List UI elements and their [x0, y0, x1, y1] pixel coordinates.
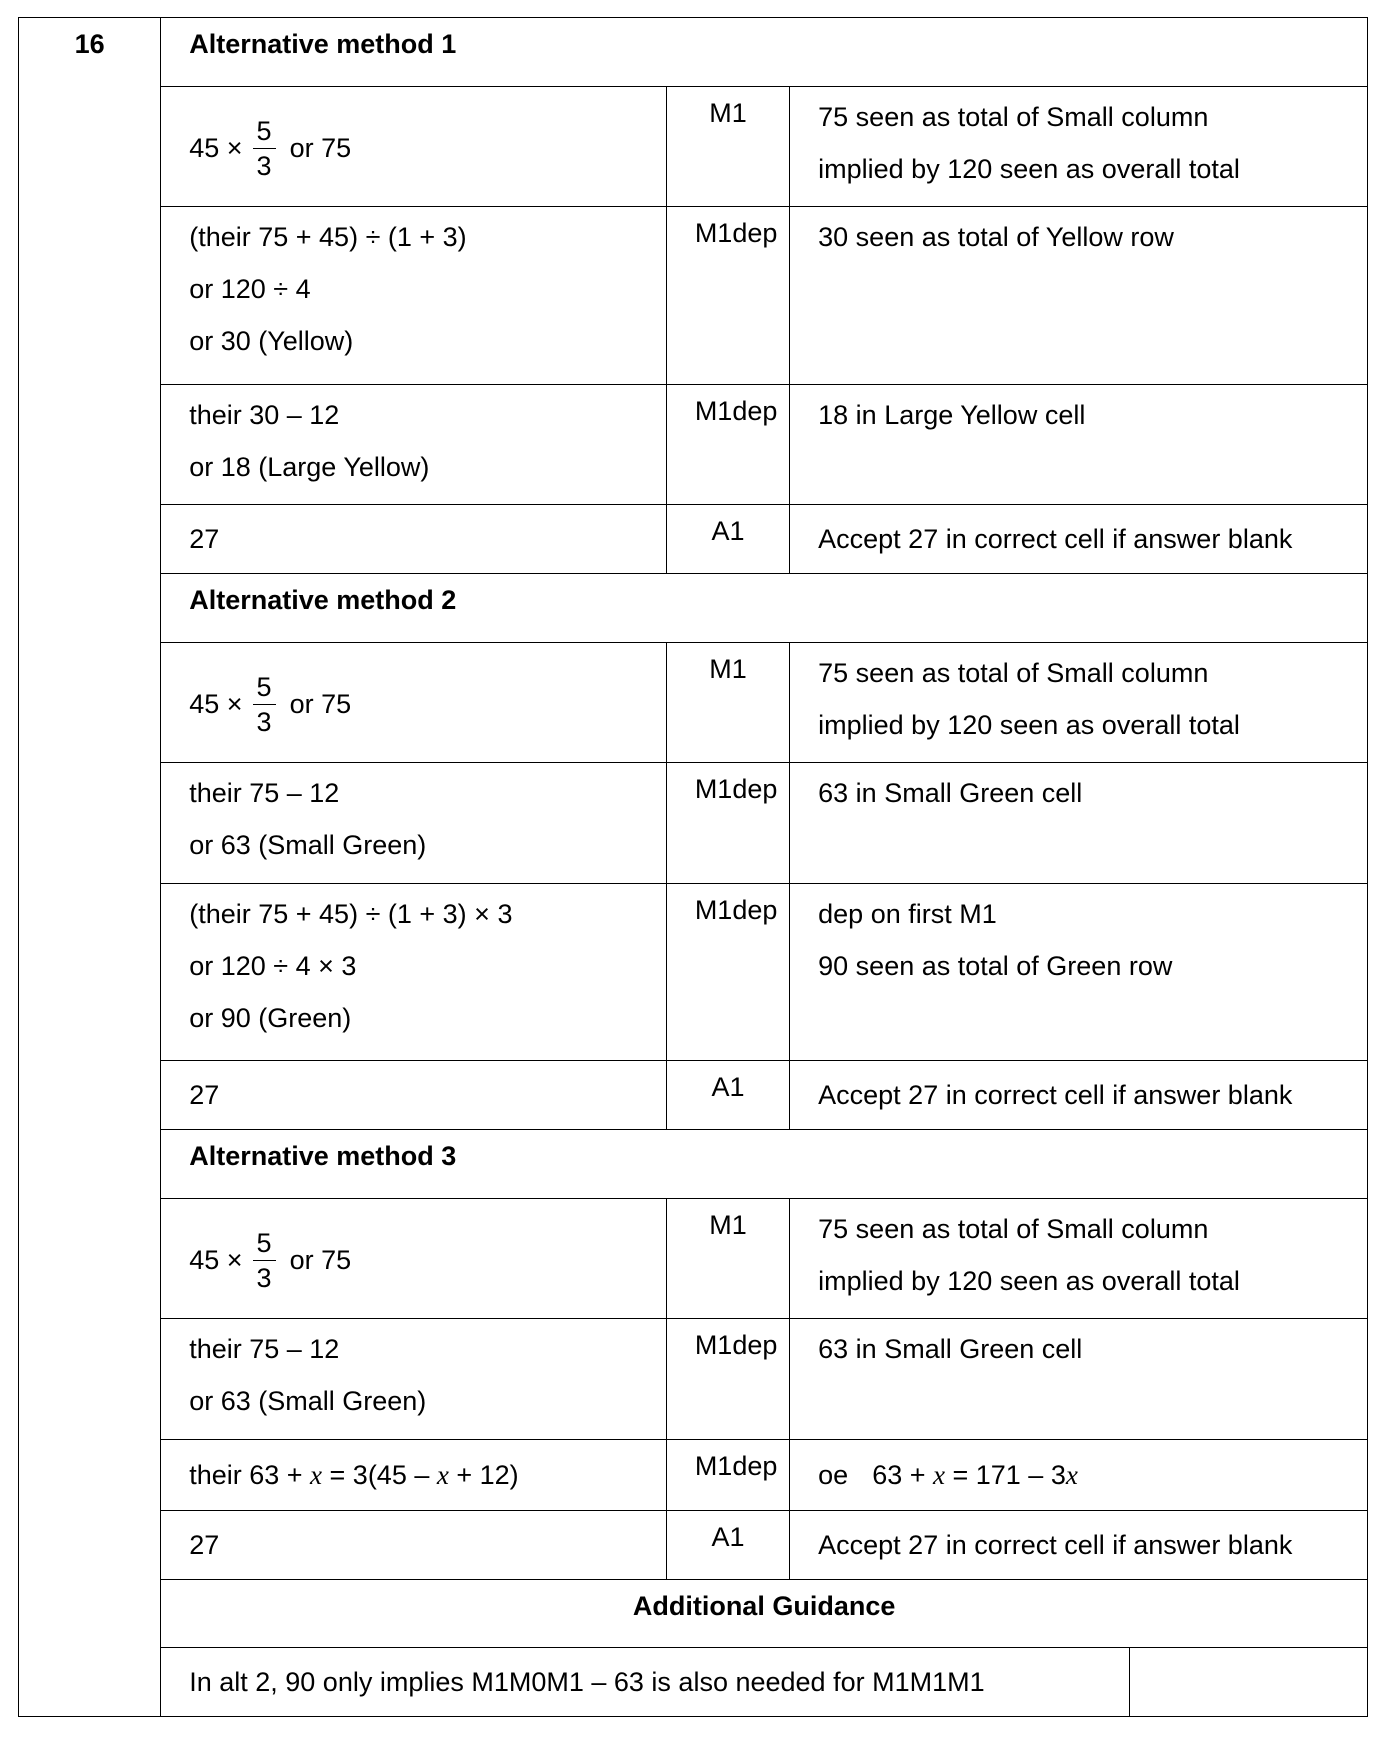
equation-variable: x: [1065, 1459, 1078, 1490]
fraction-expression: [189, 643, 638, 762]
working-line: or 30 (Yellow): [189, 326, 354, 357]
mark-cell: M1dep: [666, 883, 789, 1061]
method-heading: Alternative method 1: [161, 18, 1368, 87]
equation-text: + 12): [448, 1459, 519, 1490]
fraction-denominator: 3: [256, 706, 272, 737]
equation-text: = 3(45 –: [322, 1459, 437, 1490]
comment-line: dep on first M1: [818, 898, 997, 929]
working-cell: [161, 207, 667, 385]
equation-text: their 63 +: [189, 1459, 311, 1490]
equation-line: [189, 1449, 638, 1501]
guidance-row: [19, 1648, 1368, 1717]
table-row: [19, 642, 1368, 762]
working-line: or 63 (Small Green): [189, 830, 427, 861]
method-heading: Alternative method 2: [161, 574, 1368, 643]
equation-text: 63 +: [872, 1459, 933, 1490]
working-cell: [161, 883, 667, 1061]
working-line: or 120 ÷ 4 × 3: [189, 950, 357, 981]
comment-line: 75 seen as total of Small column: [818, 101, 1209, 132]
table-row: [19, 505, 1368, 574]
table-row: [19, 1439, 1368, 1511]
comment-line: 18 in Large Yellow cell: [818, 399, 1086, 430]
comment-line: 75 seen as total of Small column: [818, 657, 1209, 688]
mark-cell: M1: [666, 642, 789, 762]
expression-tail: or 75: [289, 133, 352, 164]
comments-cell: [790, 1198, 1368, 1318]
comments-cell: [790, 86, 1368, 206]
comments-cell: [790, 1061, 1368, 1130]
comment-line: 63 in Small Green cell: [818, 778, 1083, 809]
fraction-denominator: 3: [256, 1262, 272, 1293]
expression-lead: 45 ×: [189, 1245, 243, 1276]
working-line: or 63 (Small Green): [189, 1386, 427, 1417]
working-line: (their 75 + 45) ÷ (1 + 3): [189, 222, 467, 253]
comment-line: 30 seen as total of Yellow row: [818, 222, 1174, 253]
table-row: [19, 1198, 1368, 1318]
comments-cell: [790, 207, 1368, 385]
mark-scheme-sheet: [18, 17, 1368, 1717]
fraction: [253, 1226, 276, 1295]
mark-cell: M1dep: [666, 207, 789, 385]
method-heading: Alternative method 3: [161, 1130, 1368, 1199]
expression-lead: 45 ×: [189, 133, 243, 164]
working-line: or 120 ÷ 4: [189, 274, 311, 305]
working-cell: [161, 86, 667, 206]
comment-line: Accept 27 in correct cell if answer blank: [818, 1080, 1293, 1111]
table-row: [19, 384, 1368, 504]
working-cell: [161, 384, 667, 504]
fraction: [253, 670, 276, 739]
working-line: 27: [189, 1080, 220, 1111]
comments-cell: [790, 1511, 1368, 1580]
fraction-expression: [189, 1199, 638, 1318]
working-cell: [161, 763, 667, 883]
working-cell: [161, 1439, 667, 1511]
working-cell: [161, 505, 667, 574]
equation-variable: x: [436, 1459, 449, 1490]
comment-equation-line: [818, 1449, 1339, 1501]
table-row: [19, 207, 1368, 385]
comment-line: implied by 120 seen as overall total: [818, 709, 1240, 740]
fraction-expression: [189, 87, 638, 206]
comments-cell: [790, 384, 1368, 504]
comments-cell: [790, 642, 1368, 762]
fraction-numerator: 5: [253, 1226, 276, 1261]
mark-cell: M1dep: [666, 763, 789, 883]
comments-cell: [790, 1439, 1368, 1511]
mark-scheme-table: [18, 17, 1368, 1717]
comment-oe-label: oe: [818, 1459, 849, 1490]
comment-line: implied by 120 seen as overall total: [818, 1265, 1240, 1296]
expression-tail: or 75: [289, 689, 352, 720]
guidance-heading: Additional Guidance: [161, 1579, 1368, 1648]
table-row: [19, 1511, 1368, 1580]
equation-variable: x: [933, 1459, 945, 1490]
table-row: [19, 1319, 1368, 1439]
working-cell: [161, 642, 667, 762]
fraction-denominator: 3: [256, 150, 272, 181]
table-row: [19, 883, 1368, 1061]
mark-cell: A1: [666, 505, 789, 574]
working-line: or 90 (Green): [189, 1002, 352, 1033]
comments-cell: [790, 1319, 1368, 1439]
comments-cell: [790, 763, 1368, 883]
mark-cell: M1: [666, 86, 789, 206]
method-heading-row: [19, 1130, 1368, 1199]
expression-tail: or 75: [289, 1245, 352, 1276]
comment-line: 75 seen as total of Small column: [818, 1213, 1209, 1244]
method-heading-row: [19, 18, 1368, 87]
fraction-numerator: 5: [253, 114, 276, 149]
working-line: or 18 (Large Yellow): [189, 451, 430, 482]
fraction: [253, 114, 276, 183]
working-line: their 75 – 12: [189, 1334, 340, 1365]
comment-line: 90 seen as total of Green row: [818, 950, 1173, 981]
working-cell: [161, 1061, 667, 1130]
table-row: [19, 86, 1368, 206]
working-cell: [161, 1511, 667, 1580]
working-line: (their 75 + 45) ÷ (1 + 3) × 3: [189, 898, 513, 929]
guidance-heading-row: [19, 1579, 1368, 1648]
table-row: [19, 763, 1368, 883]
equation-variable: x: [310, 1459, 323, 1490]
comment-line: Accept 27 in correct cell if answer blank: [818, 524, 1293, 555]
mark-cell: M1: [666, 1198, 789, 1318]
mark-cell: A1: [666, 1061, 789, 1130]
question-number: 16: [19, 18, 161, 1717]
mark-cell: M1dep: [666, 1319, 789, 1439]
guidance-mark-cell: [1130, 1648, 1368, 1717]
working-line: 27: [189, 524, 220, 555]
comment-line: Accept 27 in correct cell if answer blank: [818, 1530, 1293, 1561]
comments-cell: [790, 505, 1368, 574]
equation-text: = 171 – 3: [944, 1459, 1066, 1490]
working-line: their 75 – 12: [189, 778, 340, 809]
mark-cell: M1dep: [666, 1439, 789, 1511]
comment-line: implied by 120 seen as overall total: [818, 153, 1240, 184]
comment-line: 63 in Small Green cell: [818, 1334, 1083, 1365]
expression-lead: 45 ×: [189, 689, 243, 720]
working-cell: [161, 1198, 667, 1318]
guidance-note: In alt 2, 90 only implies M1M0M1 – 63 is also needed for M1M1M1: [161, 1648, 1130, 1717]
fraction-numerator: 5: [253, 670, 276, 705]
mark-cell: M1dep: [666, 384, 789, 504]
method-heading-row: [19, 574, 1368, 643]
comments-cell: [790, 883, 1368, 1061]
working-cell: [161, 1319, 667, 1439]
mark-cell: A1: [666, 1511, 789, 1580]
table-row: [19, 1061, 1368, 1130]
working-line: 27: [189, 1530, 220, 1561]
working-line: their 30 – 12: [189, 399, 340, 430]
